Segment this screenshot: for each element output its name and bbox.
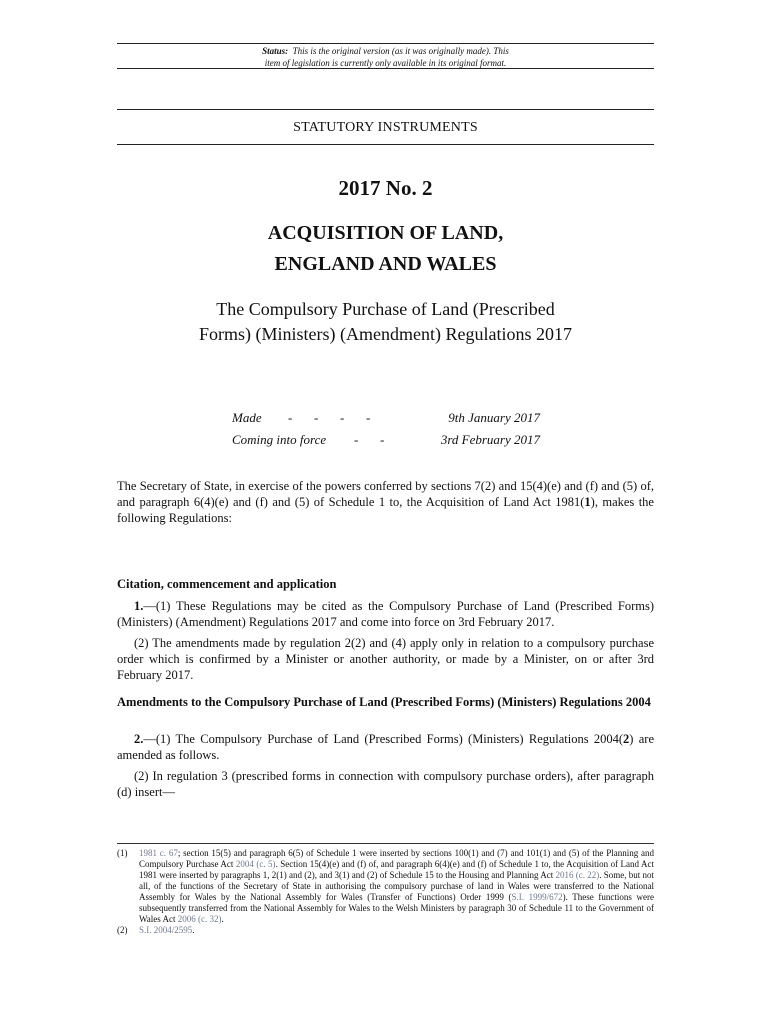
- made-dash: -: [340, 410, 345, 425]
- subject-line-2: ENGLAND AND WALES: [274, 253, 497, 275]
- instrument-number: 2017 No. 2: [338, 176, 433, 200]
- footnote-text: .: [192, 925, 195, 935]
- legislation-link[interactable]: 2016 (c. 22): [555, 870, 600, 880]
- legislation-link[interactable]: 1981 c. 67: [139, 848, 178, 858]
- footnote-rule: [117, 843, 654, 844]
- coming-into-force-label: Coming into force: [232, 432, 327, 447]
- series-heading: STATUTORY INSTRUMENTS: [293, 120, 478, 135]
- preamble-paragraph: [117, 478, 654, 526]
- footnote-number: (1): [117, 848, 128, 858]
- footnote-ref-2[interactable]: 2: [623, 732, 630, 746]
- regulation-2-tail: ) are amended as follows.: [117, 732, 655, 762]
- legislation-link[interactable]: 2004 (c. 5): [235, 859, 276, 869]
- force-dash: -: [354, 432, 359, 447]
- made-dash: -: [314, 410, 319, 425]
- status-label: Status:: [262, 46, 289, 56]
- made-label: Made: [232, 410, 262, 425]
- footnote-2: [117, 925, 654, 936]
- footnote-ref-1[interactable]: 1: [584, 495, 591, 509]
- subject-line-1: ACQUISITION OF LAND,: [267, 222, 504, 244]
- regulation-number: 2.: [134, 732, 144, 746]
- preamble-tail: ), makes the following Regulations:: [117, 495, 654, 525]
- legislation-link[interactable]: S.I. 1999/672: [511, 892, 563, 902]
- preamble: [117, 478, 654, 526]
- status-top-rule: [117, 43, 654, 44]
- status-text-1: This is the original version (as it was originally made). This: [292, 46, 509, 56]
- status-line-2: item of legislation is currently only available in its original format.: [264, 58, 507, 68]
- regulation-2-paragraph-1: [117, 731, 654, 763]
- coming-into-force-date: 3rd February 2017: [440, 432, 540, 447]
- regulation-2-text: —(1) The Compulsory Purchase of Land (Prescribed Forms) (Ministers) Regulations 2004(: [143, 732, 624, 746]
- series-top-rule: [117, 109, 654, 110]
- legislation-link[interactable]: S.I. 2004/2595: [139, 925, 193, 935]
- section-1-body: [117, 598, 654, 683]
- status-bottom-rule: [117, 68, 654, 69]
- legislation-link[interactable]: 2006 (c. 32): [177, 914, 222, 924]
- regulation-number: 1.: [134, 599, 144, 613]
- section-heading-citation: Citation, commencement and application: [117, 577, 337, 591]
- footnote-text: ; section 15(5) and paragraph 6(5) of Schedule 1 were inserted by sections 100(1) and (7) and 101(1) and (5) of the Planning and Compulsory Purchase Act: [139, 848, 654, 869]
- footnote-text: . Section 15(4)(e) and (f) of, and paragraph 6(4)(e) and (f) of Schedule 1 to, the Acquisition of Land Act 1981 were inserted by paragraphs 1, 2(1) and (2), and 3(1) and (2) of Schedule 15 to the Housing and Planning Act: [139, 859, 654, 880]
- coming-into-force-row: [232, 432, 540, 454]
- made-dash: -: [366, 410, 371, 425]
- dates-block: [232, 410, 540, 454]
- force-dash: -: [380, 432, 385, 447]
- preamble-text: The Secretary of State, in exercise of the powers conferred by sections 7(2) and 15(4)(e) and (f) and (5) of, and paragraph 6(4)(e) and (f) and (5) of Schedule 1 to, the Acquisition of Land Act 1981(: [117, 479, 654, 509]
- status-banner: [117, 45, 654, 69]
- subject-heading: [117, 218, 654, 280]
- footnote-number: (2): [117, 925, 128, 935]
- made-dash: -: [288, 410, 293, 425]
- footnote-1: [117, 848, 654, 925]
- section-heading-amendments: Amendments to the Compulsory Purchase of Land (Prescribed Forms) (Ministers) Regulations 2004: [117, 695, 651, 709]
- footnote-text: ). These functions were subsequently transferred from the National Assembly for Wales to the Welsh Ministers by paragraph 30 of Schedule 11 to the Government of Wales Act: [139, 892, 654, 924]
- instrument-title: [117, 297, 654, 347]
- status-line-1: [117, 45, 654, 57]
- regulation-1-text: —(1) These Regulations may be cited as the Compulsory Purchase of Land (Prescribed Forms) (Ministers) (Amendment) Regulations 2017 and come into force on 3rd February 2017.: [117, 599, 654, 629]
- footnotes: [117, 848, 654, 936]
- regulation-1-paragraph-2: (2) The amendments made by regulation 2(2) and (4) apply only in relation to a compulsory purchase order which is confirmed by a Minister or another authority, or made by a Minister, on or after 3rd February 2017.: [117, 636, 654, 682]
- made-date: 9th January 2017: [448, 410, 540, 425]
- title-line-1: The Compulsory Purchase of Land (Prescribed: [216, 299, 555, 319]
- footnote-text: .: [221, 914, 224, 924]
- footnote-text: . Some, but not all, of the functions of the Secretary of State in authorising the compulsory purchase of land in Wales were transferred to the National Assembly for Wales by the National Assembly for Wales (Transfer of Functions) Order 1999 (: [139, 870, 654, 902]
- series-bottom-rule: [117, 144, 654, 145]
- section-2-body: [117, 731, 654, 800]
- title-line-2: Forms) (Ministers) (Amendment) Regulations 2017: [199, 324, 572, 344]
- made-row: [232, 410, 540, 432]
- regulation-2-paragraph-2: (2) In regulation 3 (prescribed forms in connection with compulsory purchase orders), after paragraph (d) insert—: [117, 769, 654, 799]
- regulation-1-paragraph-1: [117, 598, 654, 630]
